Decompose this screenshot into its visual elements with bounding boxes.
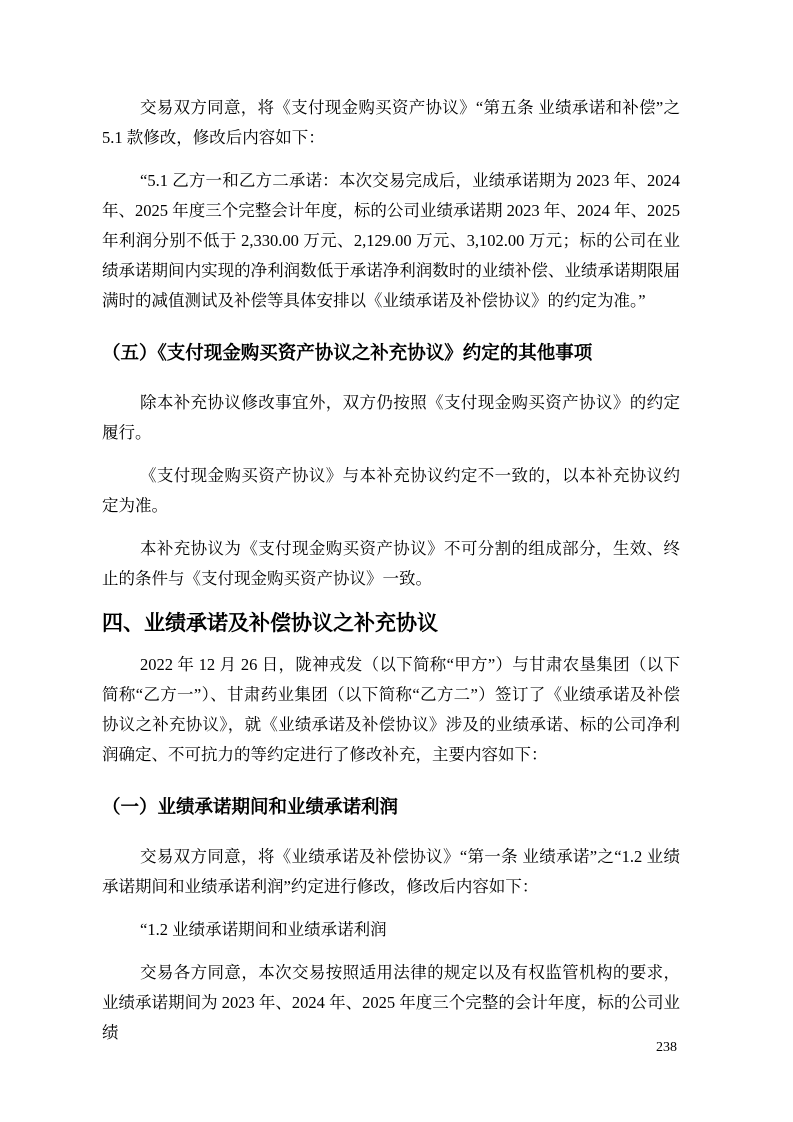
- heading-section-1-performance-commitment-period: （一）业绩承诺期间和业绩承诺利润: [102, 796, 399, 817]
- paragraph-inconsistency-rule: 《支付现金购买资产协议》与本补充协议约定不一致的，以本补充协议约定为准。: [102, 466, 680, 515]
- heading-section-5-other-matters: （五）《支付现金购买资产协议之补充协议》约定的其他事项: [102, 342, 593, 363]
- page-number: 238: [656, 1040, 677, 1055]
- paragraph-amendment-intro-clause-1-2: 交易双方同意，将《业绩承诺及补偿协议》“第一条 业绩承诺”之“1.2 业绩承诺期间和业绩承诺利润”约定进行修改，修改后内容如下：: [102, 847, 680, 896]
- paragraph-supplement-performance: 除本补充协议修改事宜外，双方仍按照《支付现金购买资产协议》的约定履行。: [102, 393, 680, 442]
- paragraph-clause-5-1-content: “5.1 乙方一和乙方二承诺：本次交易完成后，业绩承诺期为 2023 年、2024 年、2025 年度三个完整会计年度，标的公司业绩承诺期 2023 年、2024 年、2025 年利润分别不低于 2,330.00 万元、2,129.00 万元、3,102.00 万元；标的公司在业绩承诺期间内实现的净利润数低于承诺净利润数时的业绩补偿、业绩承诺期限届满时的减值测试及补偿等具体安排以《业绩承诺及补偿协议》的约定为准。”: [102, 171, 680, 310]
- heading-chapter-4-supplementary-agreement: 四、业绩承诺及补偿协议之补充协议: [102, 612, 438, 635]
- paragraph-clause-1-2-content: 交易各方同意，本次交易按照适用法律的规定以及有权监管机构的要求，业绩承诺期间为 2023 年、2024 年、2025 年度三个完整的会计年度，标的公司业绩: [102, 963, 680, 1042]
- paragraph-clause-1-2-title: “1.2 业绩承诺期间和业绩承诺利润: [140, 920, 387, 939]
- paragraph-inseparable-part: 本补充协议为《支付现金购买资产协议》不可分割的组成部分，生效、终止的条件与《支付现金购买资产协议》一致。: [102, 539, 680, 588]
- paragraph-amendment-intro-clause-5-1: 交易双方同意，将《支付现金购买资产协议》“第五条 业绩承诺和补偿”之 5.1 款修改，修改后内容如下：: [102, 98, 680, 147]
- paragraph-signing-parties: 2022 年 12 月 26 日，陇神戎发（以下简称“甲方”）与甘肃农垦集团（以下简称“乙方一”）、甘肃药业集团（以下简称“乙方二”）签订了《业绩承诺及补偿协议之补充协议》，就《业绩承诺及补偿协议》涉及的业绩承诺、标的公司净利润确定、不可抗力的等约定进行了修改补充，主要内容如下：: [102, 655, 680, 764]
